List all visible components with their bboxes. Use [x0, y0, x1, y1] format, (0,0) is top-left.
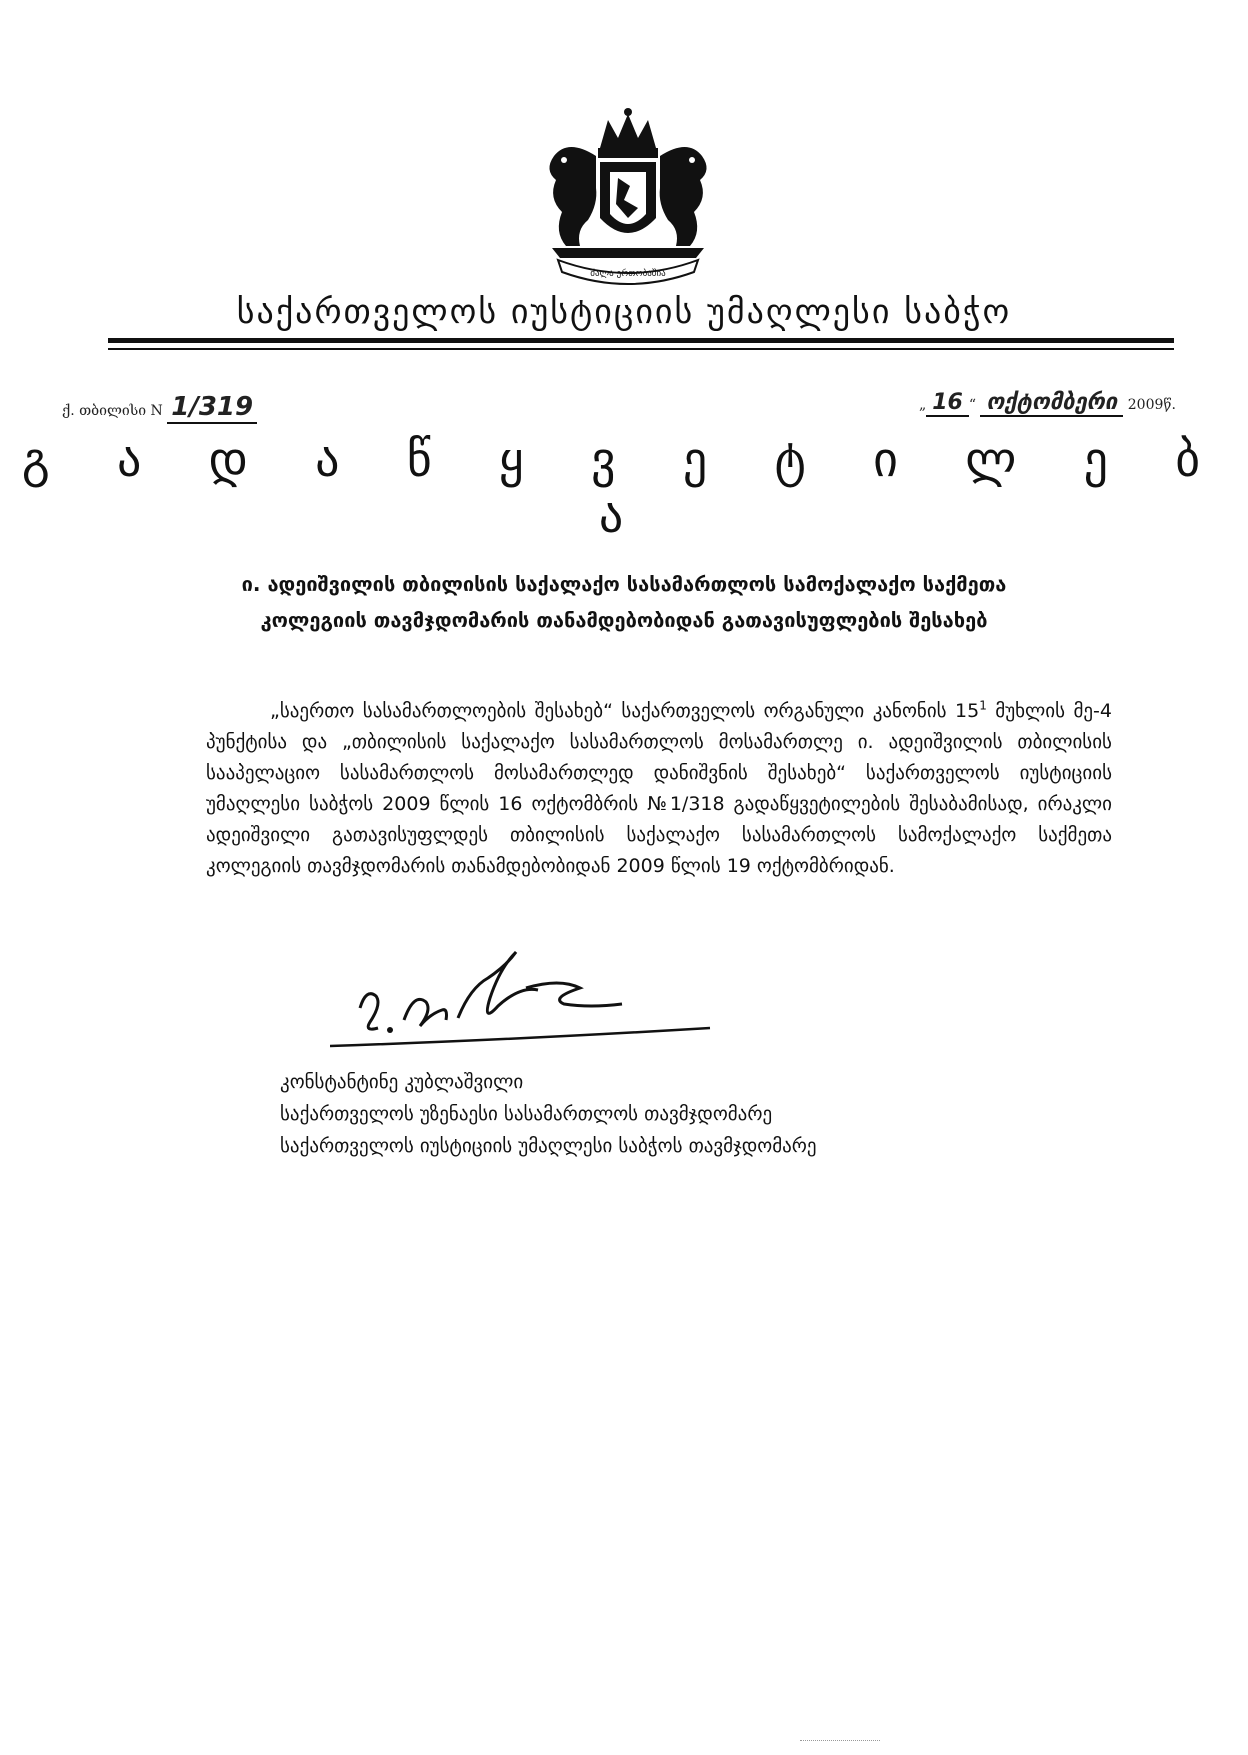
registration-label: ქ. თბილისი N — [62, 403, 163, 419]
subject-line-2: კოლეგიის თავმჯდომარის თანამდებობიდან გათავისუფლების შესახებ — [260, 608, 988, 632]
date-month: ოქტომბერი — [980, 390, 1123, 417]
subject — [160, 566, 1088, 638]
registration-number — [62, 392, 257, 422]
handwritten-signature-icon — [330, 948, 750, 1058]
date-day: 16 — [926, 390, 969, 417]
svg-text:ძალა ერთობაშია: ძალა ერთობაშია — [590, 269, 666, 279]
signer-name: კონსტანტინე კუბლაშვილი — [280, 1071, 524, 1093]
signer-block — [280, 1066, 817, 1162]
header-rule-thin — [108, 348, 1174, 350]
coat-of-arms-icon — [518, 108, 738, 288]
subject-line-1: ი. ადეიშვილის თბილისის საქალაქო სასამართლოს სამოქალაქო საქმეთა — [241, 572, 1007, 596]
signer-title-2: საქართველოს იუსტიციის უმაღლესი საბჭოს თავმჯდომარე — [280, 1135, 817, 1157]
registration-number-value: 1/319 — [167, 392, 257, 424]
footer-scan-marks — [800, 1740, 880, 1743]
header-rule-thick — [108, 338, 1174, 343]
document-date: „ 16 “ ოქტომბერი 2009წ. — [918, 390, 1176, 415]
body-part-1: „საერთო სასამართლოების შესახებ“ საქართველოს ორგანული კანონის 15 — [270, 700, 980, 722]
council-name: საქართველოს იუსტიციის უმაღლესი საბჭო — [236, 292, 1012, 332]
body-paragraph — [206, 696, 1112, 882]
signer-title-1: საქართველოს უზენაესი სასამართლოს თავმჯდომარე — [280, 1103, 773, 1125]
document-type-heading: გ ა დ ა წ ყ ვ ე ტ ი ლ ე ბ ა — [21, 432, 1227, 544]
body-part-2: მუხლის მე-4 პუნქტისა და „თბილისის საქალაქო სასამართლოს მოსამართლე ი. ადეიშვილის თბილისის სააპელაციო სასამართლოს მოსამართლედ დანიშვნის შესახებ“ საქართველოს იუსტიციის უმაღლესი საბჭოს 2009 წლის 16 ოქტომბრის №1/318 გადაწყვეტილების შესაბამისად, ირაკლი ადეიშვილი გათავისუფლდეს თბილისის საქალაქო სასამართლოს სამოქალაქო საქმეთა კოლეგიის თავმჯდომარის თანამდებობიდან 2009 წლის 19 ოქტომბრიდან. — [206, 700, 1112, 877]
date-year: 2009წ. — [1127, 397, 1176, 413]
body-superscript: 1 — [979, 698, 987, 713]
